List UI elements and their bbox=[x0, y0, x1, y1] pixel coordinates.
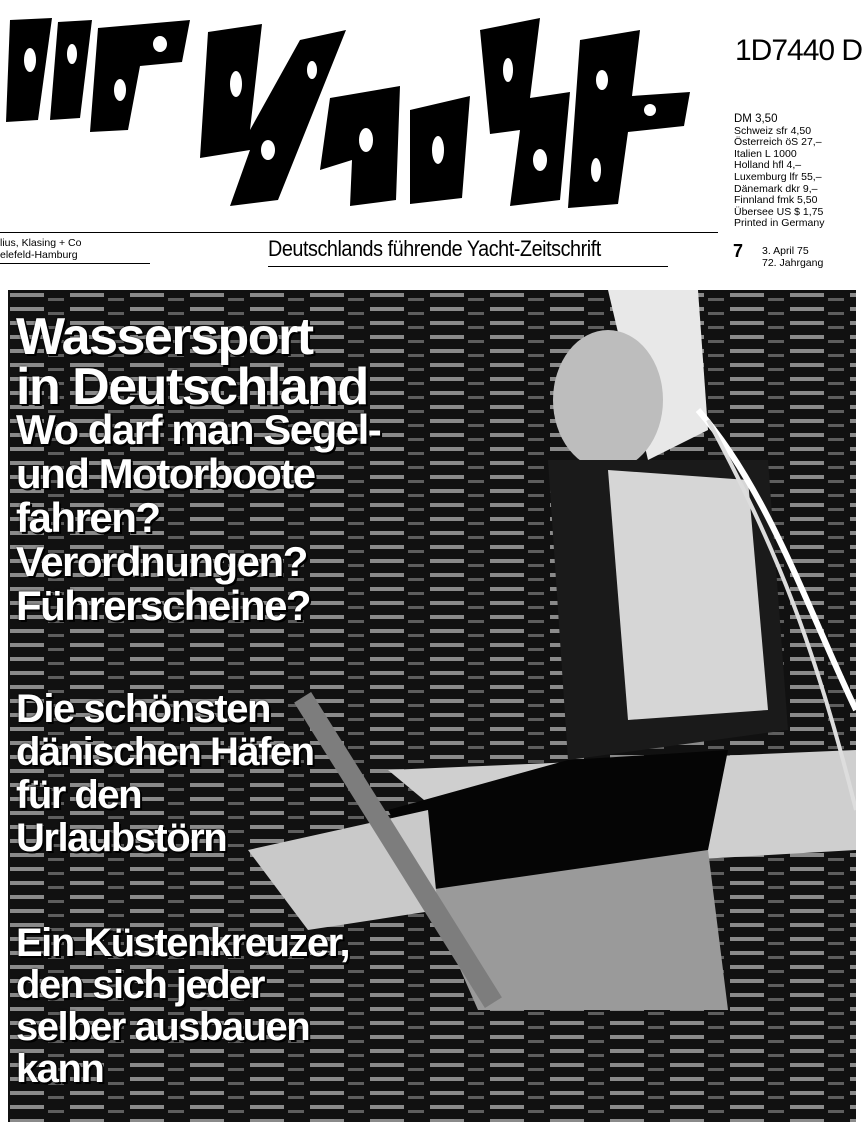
masthead-rule-top bbox=[0, 232, 718, 233]
headline-line: Ein Küstenkreuzer, bbox=[16, 921, 350, 965]
headline-wassersport bbox=[16, 308, 368, 416]
price-it: Italien L 1000 bbox=[734, 147, 797, 160]
price-at: Österreich öS 27,– bbox=[734, 136, 822, 149]
price-de: DM 3,50 bbox=[734, 113, 778, 125]
headline-line: Verordnungen? bbox=[16, 538, 307, 585]
price-list bbox=[734, 114, 859, 230]
headline-line: Wassersport bbox=[16, 308, 313, 366]
printed-in: Printed in Germany bbox=[734, 217, 825, 230]
masthead bbox=[0, 0, 864, 230]
publisher-rule bbox=[0, 263, 150, 264]
headline-line: Die schönsten bbox=[16, 687, 270, 731]
publisher-line-2: elefeld-Hamburg bbox=[0, 249, 78, 261]
tagline-rule bbox=[268, 266, 668, 267]
headline-line: in Deutschland bbox=[16, 358, 368, 416]
headline-line: den sich jeder bbox=[16, 963, 264, 1007]
price-ch: Schweiz sfr 4,50 bbox=[734, 124, 812, 137]
headline-regulations bbox=[16, 408, 380, 628]
issue-number: 7 bbox=[733, 241, 744, 261]
publisher-line-1: lius, Klasing + Co bbox=[0, 237, 82, 249]
cover-photo bbox=[8, 290, 856, 1122]
issue-code: 1D7440 D bbox=[735, 34, 863, 67]
headline-line: Urlaubstörn bbox=[16, 816, 227, 860]
price-nl: Holland hfl 4,– bbox=[734, 159, 802, 172]
tagline: Deutschlands führende Yacht-Zeitschrift bbox=[268, 236, 601, 261]
price-dk: Dänemark dkr 9,– bbox=[734, 182, 818, 195]
headline-line: Führerscheine? bbox=[16, 582, 311, 629]
price-fi: Finnland fmk 5,50 bbox=[734, 194, 818, 207]
issue-date: 3. April 75 bbox=[762, 245, 809, 257]
headline-line: fahren? bbox=[16, 494, 160, 541]
yacht-logo bbox=[0, 0, 720, 230]
headline-line: selber ausbauen bbox=[16, 1005, 310, 1049]
headline-line: dänischen Häfen bbox=[16, 730, 314, 774]
headline-coastal-cruiser bbox=[16, 922, 349, 1090]
headline-line: für den bbox=[16, 773, 142, 817]
price-lu: Luxemburg lfr 55,– bbox=[734, 170, 822, 183]
headline-line: und Motorboote bbox=[16, 450, 315, 497]
volume: 72. Jahrgang bbox=[762, 257, 824, 269]
publisher bbox=[0, 237, 150, 261]
price-overseas: Übersee US $ 1,75 bbox=[734, 205, 824, 218]
headline-line: kann bbox=[16, 1047, 104, 1091]
headline-danish-harbours bbox=[16, 688, 314, 860]
issue-date-block bbox=[762, 245, 823, 269]
headline-line: Wo darf man Segel- bbox=[16, 406, 381, 453]
